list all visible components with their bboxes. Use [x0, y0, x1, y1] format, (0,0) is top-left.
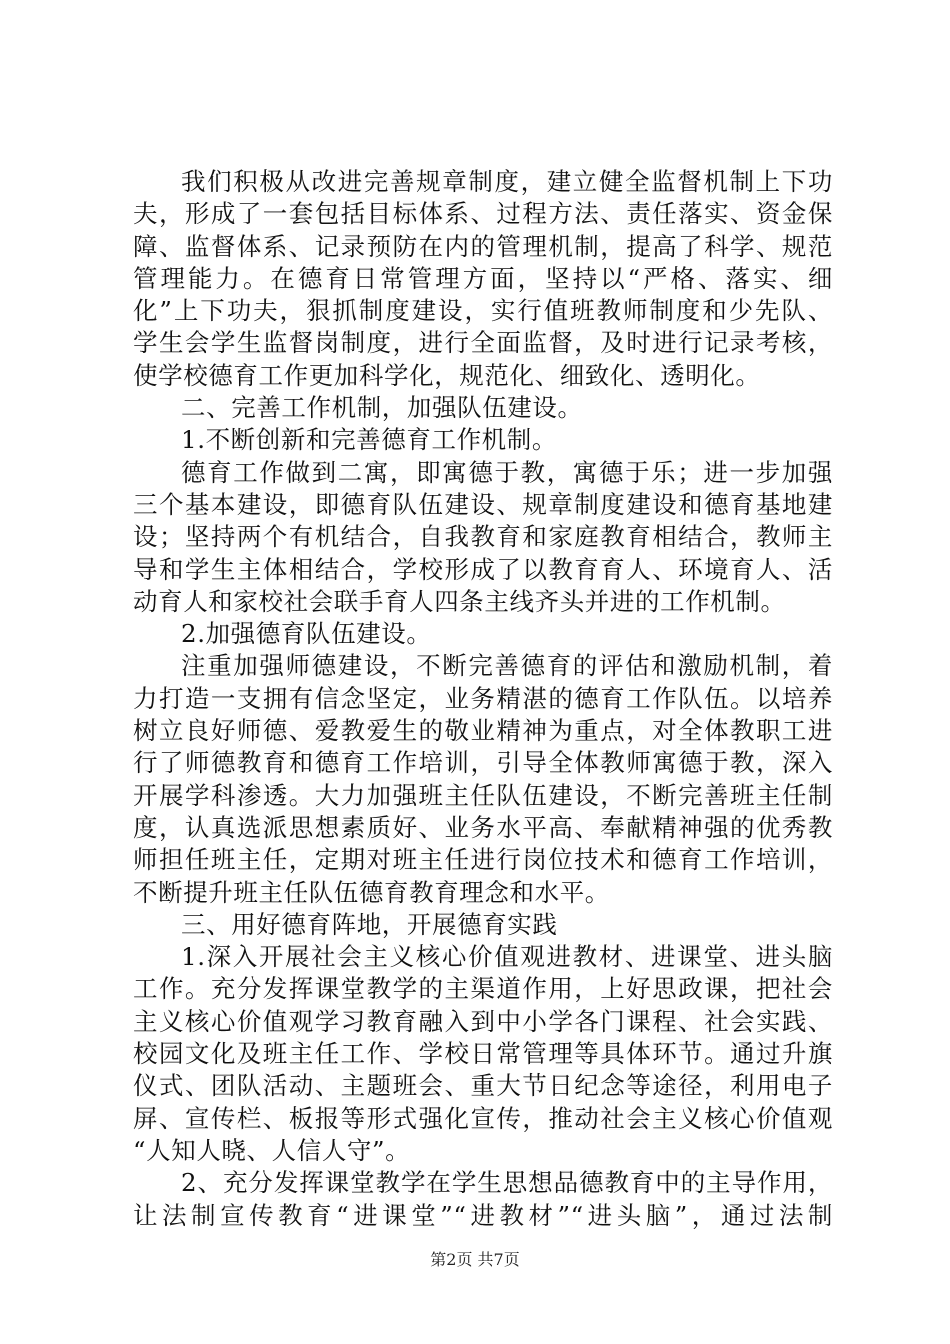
text-line: 化”上下功夫，狠抓制度建设，实行值班教师制度和少先队、 [133, 296, 833, 326]
subsection-heading: 1.不断创新和完善德育工作机制。 [181, 425, 557, 455]
text-line: 使学校德育工作更加科学化，规范化、细致化、透明化。 [133, 360, 761, 390]
text-line: 三个基本建设，即德育队伍建设、规章制度建设和德育基地建 [133, 489, 833, 519]
text-line: 工作。充分发挥课堂教学的主渠道作用，上好思政课，把社会 [133, 974, 833, 1004]
text-line: 力打造一支拥有信念坚定，业务精湛的德育工作队伍。以培养 [133, 683, 833, 713]
text-line: 度，认真选派思想素质好、业务水平高、奉献精神强的优秀教 [133, 812, 833, 842]
text-line: 师担任班主任，定期对班主任进行岗位技术和德育工作培训， [133, 845, 833, 875]
text-line: 注重加强师德建设，不断完善德育的评估和激励机制，着 [181, 651, 833, 681]
text-line: 学生会学生监督岗制度，进行全面监督，及时进行记录考核， [133, 328, 833, 358]
section-heading: 三、用好德育阵地，开展德育实践 [181, 909, 558, 939]
page-number-footer: 第2页 共7页 [430, 1250, 520, 1269]
text-line: 夫，形成了一套包括目标体系、过程方法、责任落实、资金保 [133, 199, 833, 229]
text-line: 开展学科渗透。大力加强班主任队伍建设，不断完善班主任制 [133, 780, 833, 810]
text-line: 让法制宣传教育“进课堂”“进教材”“进头脑”，通过法制 [133, 1200, 833, 1230]
text-line: 不断提升班主任队伍德育教育理念和水平。 [133, 877, 610, 907]
text-line: 树立良好师德、爱教爱生的敬业精神为重点，对全体教职工进 [133, 716, 833, 746]
document-body [133, 166, 833, 1232]
text-line: 1.深入开展社会主义核心价值观进教材、进课堂、进头脑 [181, 942, 833, 972]
text-line: 仪式、团队活动、主题班会、重大节日纪念等途径，利用电子 [133, 1071, 833, 1101]
text-line: 2、充分发挥课堂教学在学生思想品德教育中的主导作用， [181, 1168, 833, 1198]
text-line: 障、监督体系、记录预防在内的管理机制，提高了科学、规范 [133, 231, 833, 261]
text-line: 校园文化及班主任工作、学校日常管理等具体环节。通过升旗 [133, 1039, 833, 1069]
text-line: 德育工作做到二寓，即寓德于教，寓德于乐；进一步加强 [181, 457, 833, 487]
text-line: 屏、宣传栏、板报等形式强化宣传，推动社会主义核心价值观 [133, 1103, 833, 1133]
text-line: 主义核心价值观学习教育融入到中小学各门课程、社会实践、 [133, 1006, 833, 1036]
text-line: 动育人和家校社会联手育人四条主线齐头并进的工作机制。 [133, 586, 786, 616]
text-line: 管理能力。在德育日常管理方面，坚持以“严格、落实、细 [133, 263, 833, 293]
text-line: 行了师德教育和德育工作培训，引导全体教师寓德于教，深入 [133, 748, 833, 778]
text-line: 我们积极从改进完善规章制度，建立健全监督机制上下功 [181, 167, 833, 196]
text-line: 导和学生主体相结合，学校形成了以教育育人、环境育人、活 [133, 554, 833, 584]
section-heading: 二、完善工作机制，加强队伍建设。 [181, 393, 583, 423]
text-line: 设；坚持两个有机结合，自我教育和家庭教育相结合，教师主 [133, 522, 833, 552]
text-line: “人知人晓、人信人守”。 [133, 1135, 411, 1165]
subsection-heading: 2.加强德育队伍建设。 [181, 619, 432, 649]
